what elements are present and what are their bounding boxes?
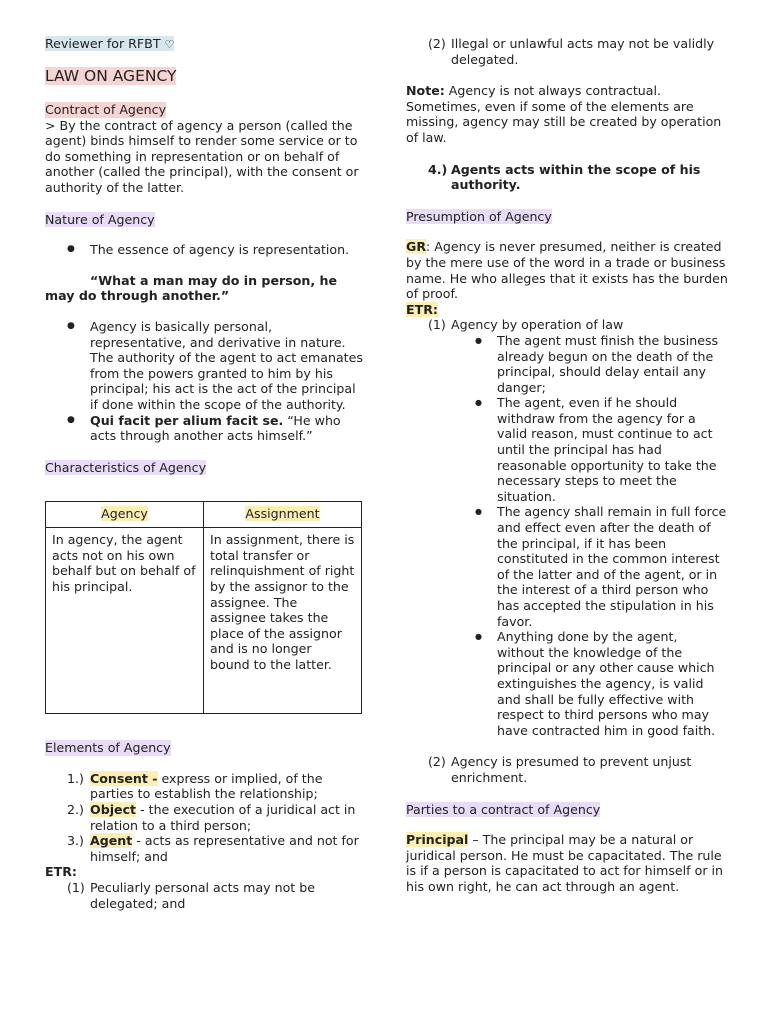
table-header-agency: Agency	[46, 502, 204, 528]
list-item: (2) Illegal or unlawful acts may not be validly delegated.	[428, 36, 715, 67]
list-item: 2.) Object - the execution of a juridical act in relation to a third person;	[67, 802, 356, 833]
contract-definition: > By the contract of agency a person (called the agent) binds himself to render some service or to do something in representation or on behalf of another (called the principal), with the consent or authority of the latter.	[45, 117, 359, 195]
table-cell-agency: In agency, the agent acts not on his own behalf but on behalf of his principal.	[46, 528, 204, 714]
list-item: ● The agent must finish the business already begun on the death of the principal, should delay entail any danger;	[406, 333, 728, 395]
list-item: 1.) Consent - express or implied, of the parties to establish the relationship;	[67, 770, 323, 802]
list-item: ● The essence of agency is representation.	[45, 242, 365, 258]
list-item: ● Qui facit per alium facit se. “He who acts through another acts himself.”	[45, 413, 365, 444]
section-heading-presumption: Presumption of Agency	[406, 208, 552, 224]
section-heading-contract: Contract of Agency	[45, 102, 167, 117]
document-header: Reviewer for RFBT ♡	[45, 36, 175, 51]
section-heading-nature: Nature of Agency	[45, 211, 155, 227]
list-item: (1) Peculiarly personal acts may not be delegated; and	[67, 880, 315, 911]
list-item: (1) Agency by operation of law	[428, 317, 624, 333]
note-paragraph: Note: Agency is not always contractual. Sometimes, even if some of the elements are missing, agency may still be created by operation of law.	[406, 83, 722, 145]
list-item: ● The agent, even if he should withdraw from the agency for a valid reason, must continue to act until the principal has had reasonable opportunity to take the necessary steps to meet the situation.	[406, 395, 728, 504]
section-heading-elements: Elements of Agency	[45, 740, 171, 756]
etr-label: ETR:	[406, 301, 438, 317]
elements-list	[45, 771, 365, 865]
page-title: LAW ON AGENCY	[45, 67, 177, 85]
list-item: ● The agency shall remain in full force and effect even after the death of the principal, if it has been constituted in the common interest of the latter and of the agent, or in the interest of a third person who has accepted the stipulation in his favor.	[406, 504, 728, 629]
principal-paragraph: Principal – The principal may be a natural or juridical person. He must be capacitated. The rule is if a person is capacitated to act for himself or in his own right, he can act through an agent.	[406, 832, 723, 894]
etr-label: ETR:	[45, 864, 77, 880]
section-heading-characteristics: Characteristics of Agency	[45, 459, 207, 475]
comparison-table	[45, 501, 362, 714]
gr-paragraph: GR: Agency is never presumed, neither is created by the mere use of the word in a trade or business name. He who alleges that it exists has the burden of proof.	[406, 239, 728, 302]
nature-quote: “What a man may do in person, he may do through another.”	[45, 272, 337, 304]
section-heading-parties: Parties to a contract of Agency	[406, 801, 601, 817]
list-item: ● Agency is basically personal, representative, and derivative in nature. The authority of the agent to act emanates from the powers granted to him by his principal; his act is the act of the principal if done within the scope of the authority.	[45, 319, 365, 413]
list-item: ● Anything done by the agent, without the knowledge of the principal or any other cause which extinguishes the agency, is valid and shall be fully effective with respect to third persons who may have contracted him in good faith.	[406, 629, 728, 738]
list-item: 4.) Agents acts within the scope of his authority.	[428, 161, 701, 193]
heart-icon: ♡	[164, 38, 175, 51]
list-item: (2) Agency is presumed to prevent unjust enrichment.	[428, 754, 692, 785]
table-cell-assignment: In assignment, there is total transfer or relinquishment of right by the assignor to the assignee. The assignee takes the place of the assignor and is no longer bound to the latter.	[204, 528, 362, 714]
right-column	[406, 36, 728, 895]
table-header-assignment: Assignment	[204, 502, 362, 528]
list-item: 3.) Agent - acts as representative and not for himself; and	[67, 833, 359, 864]
left-column	[45, 36, 365, 911]
